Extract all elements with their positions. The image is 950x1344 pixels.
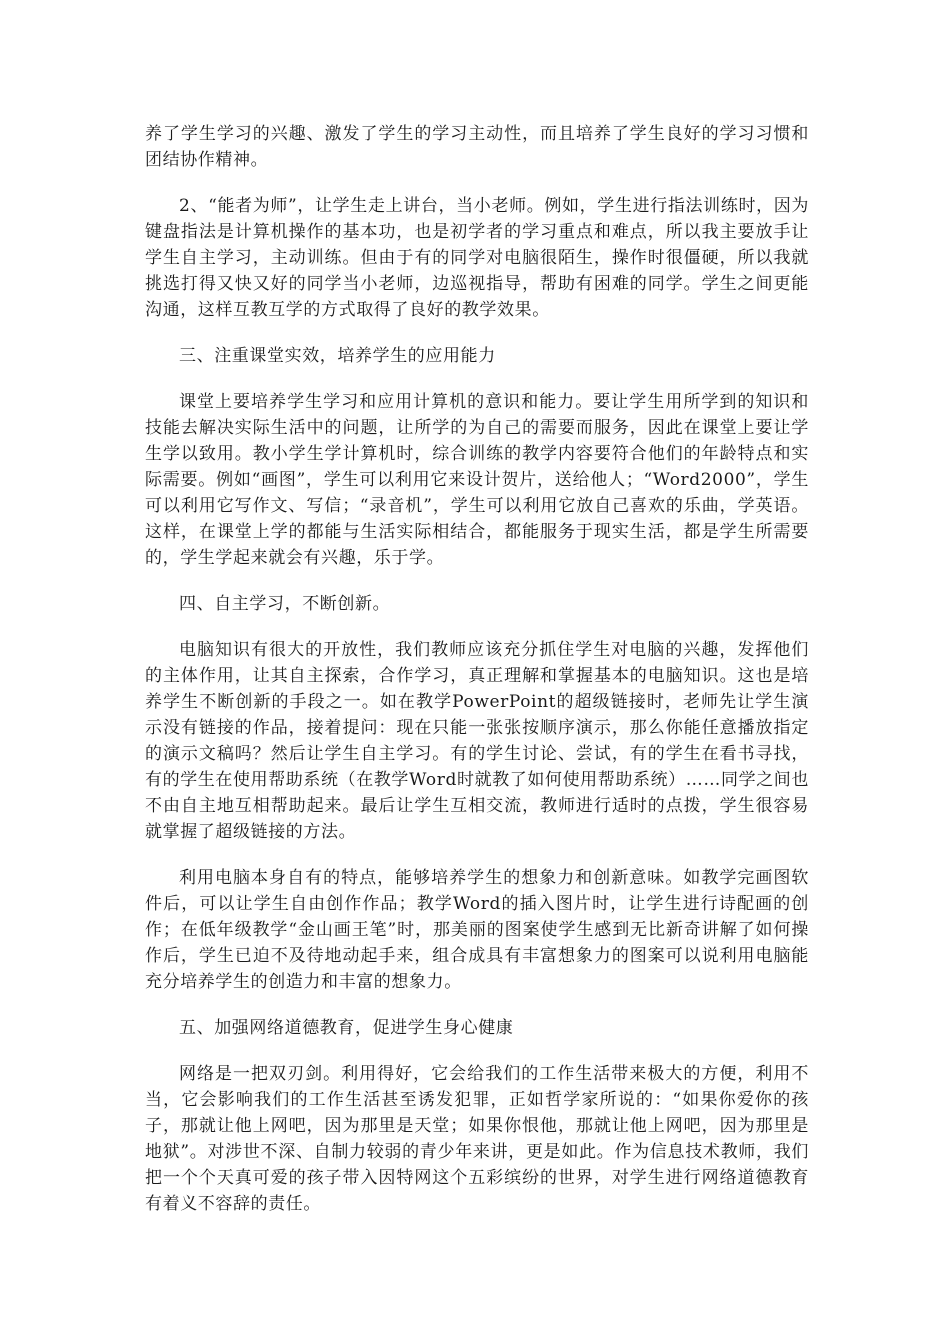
section-heading-3: 三、注重课堂实效，培养学生的应用能力: [179, 346, 496, 366]
paragraph-imagination: 利用电脑本身自有的特点，能够培养学生的想象力和创新意味。如教学完画图软件后，可以让学生自由创作作品；教学Word的插入图片时，让学生进行诗配画的创作；在低年级教学“金山画王笔”时，那美丽的图案使学生感到无比新奇讲解了如何操作后，学生已迫不及待地动起手来，组合成具有丰富想象力的图案可以说利用电脑能充分培养学生的创造力和丰富的想象力。: [145, 868, 809, 992]
paragraph-capable-as-teacher: 2、“能者为师”，让学生走上讲台，当小老师。例如，学生进行指法训练时，因为键盘指法是计算机操作的基本功，也是初学者的学习重点和难点，所以我主要放手让学生自主学习，主动训练。但由于有的同学对电脑很陌生，操作时很僵硬，所以我就挑选打得又快又好的同学当小老师，边巡视指导，帮助有困难的同学。学生之间更能沟通，这样互教互学的方式取得了良好的教学效果。: [145, 196, 809, 320]
paragraph-self-learning: 电脑知识有很大的开放性，我们教师应该充分抓住学生对电脑的兴趣，发挥他们的主体作用，让其自主探索，合作学习，真正理解和掌握基本的电脑知识。这也是培养学生不断创新的手段之一。如在教学PowerPoint的超级链接时，老师先让学生演示没有链接的作品，接着提问：现在只能一张张按顺序演示，那么你能任意播放指定的演示文稿吗？然后让学生自主学习。有的学生讨论、尝试，有的学生在看书寻找，有的学生在使用帮助系统（在教学Word时就教了如何使用帮助系统）……同学之间也不由自主地互相帮助起来。最后让学生互相交流，教师进行适时的点拨，学生很容易就掌握了超级链接的方法。: [145, 640, 809, 842]
section-heading-5: 五、加强网络道德教育，促进学生身心健康: [179, 1018, 514, 1038]
section-heading-4: 四、自主学习，不断创新。: [179, 594, 391, 614]
document-page: [145, 121, 809, 1237]
paragraph-classroom-application: 课堂上要培养学生学习和应用计算机的意识和能力。要让学生用所学到的知识和技能去解决实际生活中的问题，让所学的为自己的需要而服务，因此在课堂上要让学生学以致用。教小学生学计算机时，综合训练的教学内容要符合他们的年龄特点和实际需要。例如“画图”，学生可以利用它来设计贺片，送给他人；“Word2000”，学生可以利用它写作文、写信；“录音机”，学生可以利用它放自己喜欢的乐曲，学英语。这样，在课堂上学的都能与生活实际相结合，都能服务于现实生活，都是学生所需要的，学生学起来就会有兴趣，乐于学。: [145, 392, 809, 568]
paragraph-continuation: 养了学生学习的兴趣、激发了学生的学习主动性，而且培养了学生良好的学习习惯和团结协作精神。: [145, 124, 809, 170]
paragraph-network-ethics: 网络是一把双刃剑。利用得好，它会给我们的工作生活带来极大的方便，利用不当，它会影响我们的工作生活甚至诱发犯罪，正如哲学家所说的：“如果你爱你的孩子，那就让他上网吧，因为那里是天堂；如果你恨他，那就让他上网吧，因为那里是地狱”。对涉世不深、自制力较弱的青少年来讲，更是如此。作为信息技术教师，我们把一个个天真可爱的孩子带入因特网这个五彩缤纷的世界，对学生进行网络道德教育有着义不容辞的责任。: [145, 1064, 809, 1214]
